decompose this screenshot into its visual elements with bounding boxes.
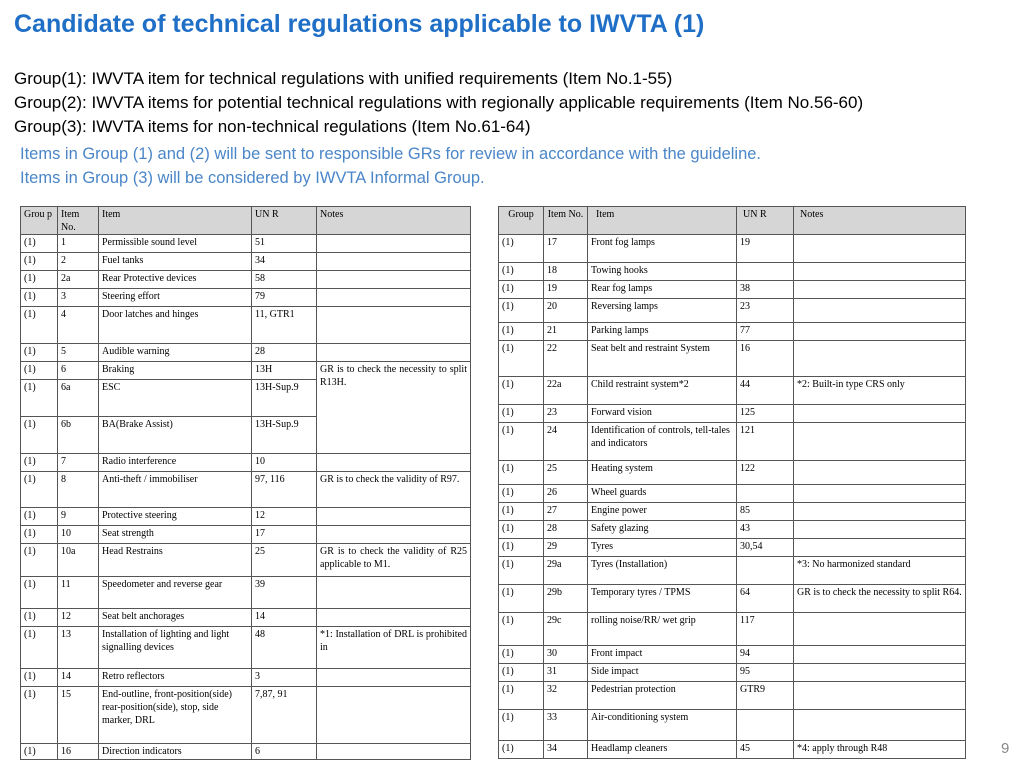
table-row bbox=[21, 472, 471, 508]
cell-item: Safety glazing bbox=[588, 521, 737, 539]
table-row bbox=[499, 585, 966, 613]
table-header bbox=[499, 207, 966, 235]
cell-item: Engine power bbox=[588, 503, 737, 521]
cell-item: Fuel tanks bbox=[99, 253, 252, 271]
cell-item: Radio interference bbox=[99, 454, 252, 472]
cell-item-no: 2a bbox=[58, 271, 99, 289]
cell-un-r: 28 bbox=[252, 344, 317, 362]
table-row bbox=[499, 405, 966, 423]
cell-un-r bbox=[737, 485, 794, 503]
header-notes: Notes bbox=[794, 207, 966, 235]
cell-un-r: 34 bbox=[252, 253, 317, 271]
cell-notes bbox=[794, 539, 966, 557]
cell-item: Direction indicators bbox=[99, 744, 252, 760]
cell-item: Anti-theft / immobiliser bbox=[99, 472, 252, 508]
header-group: Group bbox=[499, 207, 544, 235]
cell-item-no: 28 bbox=[544, 521, 588, 539]
cell-notes bbox=[794, 299, 966, 323]
cell-item-no: 18 bbox=[544, 263, 588, 281]
cell-item-no: 3 bbox=[58, 289, 99, 307]
cell-item: Heating system bbox=[588, 461, 737, 485]
cell-un-r: 13H bbox=[252, 362, 317, 380]
cell-group: (1) bbox=[499, 377, 544, 405]
table-row bbox=[499, 664, 966, 682]
cell-item: Door latches and hinges bbox=[99, 307, 252, 344]
cell-un-r: 79 bbox=[252, 289, 317, 307]
header-item-no: Item No. bbox=[544, 207, 588, 235]
cell-group: (1) bbox=[499, 341, 544, 377]
cell-group: (1) bbox=[499, 323, 544, 341]
cell-item-no: 19 bbox=[544, 281, 588, 299]
cell-item: Seat strength bbox=[99, 526, 252, 544]
cell-un-r: 16 bbox=[737, 341, 794, 377]
cell-un-r: 45 bbox=[737, 741, 794, 759]
cell-notes-lighting: *1: Installation of DRL is prohibited in bbox=[317, 627, 471, 669]
header-un-r: UN R bbox=[252, 207, 317, 235]
cell-group: (1) bbox=[21, 577, 58, 609]
table-row bbox=[499, 485, 966, 503]
cell-un-r: 121 bbox=[737, 423, 794, 461]
cell-item: Steering effort bbox=[99, 289, 252, 307]
cell-item: Forward vision bbox=[588, 405, 737, 423]
review-note-2: Items in Group (3) will be considered by IWVTA Informal Group. bbox=[20, 169, 485, 187]
cell-notes bbox=[794, 521, 966, 539]
cell-item: Audible warning bbox=[99, 344, 252, 362]
table-row bbox=[21, 544, 471, 577]
table-row bbox=[21, 744, 471, 760]
table-row bbox=[21, 235, 471, 253]
cell-un-r: 77 bbox=[737, 323, 794, 341]
table-row bbox=[21, 577, 471, 609]
cell-un-r: 13H-Sup.9 bbox=[252, 380, 317, 417]
cell-group: (1) bbox=[21, 454, 58, 472]
cell-item: Installation of lighting and light signalling devices bbox=[99, 627, 252, 669]
cell-un-r: 3 bbox=[252, 669, 317, 687]
cell-notes bbox=[794, 461, 966, 485]
cell-group: (1) bbox=[21, 271, 58, 289]
cell-item: End-outline, front-position(side) rear-position(side), stop, side marker, DRL bbox=[99, 687, 252, 744]
page-number: 9 bbox=[1001, 740, 1010, 757]
cell-un-r: 14 bbox=[252, 609, 317, 627]
cell-notes: *4: apply through R48 bbox=[794, 741, 966, 759]
cell-item-no: 15 bbox=[58, 687, 99, 744]
cell-notes bbox=[317, 687, 471, 744]
cell-notes bbox=[794, 646, 966, 664]
cell-un-r: 38 bbox=[737, 281, 794, 299]
header-item: Item bbox=[588, 207, 737, 235]
table-row bbox=[499, 741, 966, 759]
cell-item-no: 25 bbox=[544, 461, 588, 485]
header-un-r: UN R bbox=[737, 207, 794, 235]
cell-group: (1) bbox=[499, 405, 544, 423]
cell-notes bbox=[317, 271, 471, 289]
cell-item-no: 22 bbox=[544, 341, 588, 377]
cell-item: Retro reflectors bbox=[99, 669, 252, 687]
cell-un-r: 6 bbox=[252, 744, 317, 760]
cell-group: (1) bbox=[21, 669, 58, 687]
cell-notes bbox=[317, 744, 471, 760]
table-row bbox=[21, 687, 471, 744]
table-row bbox=[499, 557, 966, 585]
cell-un-r: 122 bbox=[737, 461, 794, 485]
cell-notes: *3: No harmonized standard bbox=[794, 557, 966, 585]
cell-un-r bbox=[737, 263, 794, 281]
cell-item: Protective steering bbox=[99, 508, 252, 526]
cell-item-no: 10 bbox=[58, 526, 99, 544]
cell-notes bbox=[317, 669, 471, 687]
table-row bbox=[499, 263, 966, 281]
cell-item: Rear fog lamps bbox=[588, 281, 737, 299]
cell-group: (1) bbox=[21, 235, 58, 253]
cell-un-r: 58 bbox=[252, 271, 317, 289]
cell-item-no: 5 bbox=[58, 344, 99, 362]
table-row bbox=[21, 526, 471, 544]
cell-item-no: 30 bbox=[544, 646, 588, 664]
cell-notes bbox=[794, 263, 966, 281]
cell-notes bbox=[794, 235, 966, 263]
cell-item: Temporary tyres / TPMS bbox=[588, 585, 737, 613]
cell-item-no: 21 bbox=[544, 323, 588, 341]
cell-item-no: 29a bbox=[544, 557, 588, 585]
cell-item: Front fog lamps bbox=[588, 235, 737, 263]
cell-un-r: 12 bbox=[252, 508, 317, 526]
cell-item-no: 1 bbox=[58, 235, 99, 253]
cell-notes bbox=[794, 341, 966, 377]
cell-item-no: 6 bbox=[58, 362, 99, 380]
cell-notes bbox=[794, 405, 966, 423]
cell-item: Braking bbox=[99, 362, 252, 380]
cell-item-no: 26 bbox=[544, 485, 588, 503]
cell-un-r: 117 bbox=[737, 613, 794, 646]
cell-item-no: 23 bbox=[544, 405, 588, 423]
cell-group: (1) bbox=[21, 344, 58, 362]
cell-group: (1) bbox=[21, 362, 58, 380]
cell-item-no: 11 bbox=[58, 577, 99, 609]
table-row bbox=[21, 271, 471, 289]
cell-item-no: 10a bbox=[58, 544, 99, 577]
cell-group: (1) bbox=[499, 235, 544, 263]
table-row bbox=[499, 235, 966, 263]
cell-notes: GR is to check the necessity to split R64. bbox=[794, 585, 966, 613]
cell-group: (1) bbox=[21, 380, 58, 417]
header-notes: Notes bbox=[317, 207, 471, 235]
cell-un-r: 10 bbox=[252, 454, 317, 472]
cell-item: Permissible sound level bbox=[99, 235, 252, 253]
cell-item-no: 29b bbox=[544, 585, 588, 613]
left-regulations-table bbox=[20, 206, 471, 760]
cell-item-no: 29c bbox=[544, 613, 588, 646]
table-row bbox=[499, 503, 966, 521]
cell-group: (1) bbox=[21, 627, 58, 669]
cell-group: (1) bbox=[499, 503, 544, 521]
group-2-description: Group(2): IWVTA items for potential technical regulations with regionally applicable requirements (Item No.56-60) bbox=[14, 93, 864, 112]
cell-un-r: 11, GTR1 bbox=[252, 307, 317, 344]
cell-item-no: 34 bbox=[544, 741, 588, 759]
cell-notes bbox=[794, 423, 966, 461]
cell-un-r: 17 bbox=[252, 526, 317, 544]
cell-item: Reversing lamps bbox=[588, 299, 737, 323]
cell-item: Towing hooks bbox=[588, 263, 737, 281]
cell-item: Identification of controls, tell-tales and indicators bbox=[588, 423, 737, 461]
table-row bbox=[21, 609, 471, 627]
cell-item: Side impact bbox=[588, 664, 737, 682]
cell-item-no: 16 bbox=[58, 744, 99, 760]
cell-un-r: 125 bbox=[737, 405, 794, 423]
cell-item: Pedestrian protection bbox=[588, 682, 737, 710]
cell-notes bbox=[317, 526, 471, 544]
cell-un-r: 44 bbox=[737, 377, 794, 405]
table-row bbox=[499, 377, 966, 405]
table-row bbox=[499, 461, 966, 485]
cell-item: Speedometer and reverse gear bbox=[99, 577, 252, 609]
table-row bbox=[21, 362, 471, 380]
cell-group: (1) bbox=[499, 521, 544, 539]
cell-item-no: 24 bbox=[544, 423, 588, 461]
cell-item-no: 32 bbox=[544, 682, 588, 710]
cell-notes-braking: GR is to check the necessity to split R13H. bbox=[317, 362, 471, 454]
cell-item-no: 6b bbox=[58, 417, 99, 454]
review-note-1: Items in Group (1) and (2) will be sent to responsible GRs for review in accordance with the guideline. bbox=[20, 145, 762, 163]
cell-item-no: 9 bbox=[58, 508, 99, 526]
cell-item-no: 2 bbox=[58, 253, 99, 271]
header-item-no: Item No. bbox=[58, 207, 99, 235]
table-row bbox=[499, 613, 966, 646]
cell-item-no: 33 bbox=[544, 710, 588, 741]
cell-notes bbox=[317, 344, 471, 362]
cell-group: (1) bbox=[21, 609, 58, 627]
cell-item: Parking lamps bbox=[588, 323, 737, 341]
cell-item-no: 31 bbox=[544, 664, 588, 682]
cell-group: (1) bbox=[499, 299, 544, 323]
cell-un-r: 43 bbox=[737, 521, 794, 539]
cell-notes bbox=[794, 323, 966, 341]
table-row bbox=[21, 307, 471, 344]
cell-group: (1) bbox=[499, 646, 544, 664]
cell-group: (1) bbox=[21, 417, 58, 454]
cell-group: (1) bbox=[499, 557, 544, 585]
cell-item-no: 7 bbox=[58, 454, 99, 472]
cell-notes bbox=[317, 508, 471, 526]
cell-item-no: 13 bbox=[58, 627, 99, 669]
cell-group: (1) bbox=[499, 461, 544, 485]
cell-un-r: 39 bbox=[252, 577, 317, 609]
table-row bbox=[21, 344, 471, 362]
cell-item: Head Restrains bbox=[99, 544, 252, 577]
table-row bbox=[21, 627, 471, 669]
cell-item-no: 4 bbox=[58, 307, 99, 344]
cell-group: (1) bbox=[21, 744, 58, 760]
table-row bbox=[499, 323, 966, 341]
cell-notes-head-restrains: GR is to check the validity of R25 applicable to M1. bbox=[317, 544, 471, 577]
cell-item: Front impact bbox=[588, 646, 737, 664]
cell-item: Seat belt and restraint System bbox=[588, 341, 737, 377]
cell-item-no: 22a bbox=[544, 377, 588, 405]
cell-group: (1) bbox=[499, 485, 544, 503]
cell-notes: *2: Built-in type CRS only bbox=[794, 377, 966, 405]
right-regulations-table bbox=[498, 206, 966, 759]
cell-item: BA(Brake Assist) bbox=[99, 417, 252, 454]
cell-item-no: 8 bbox=[58, 472, 99, 508]
cell-notes bbox=[317, 253, 471, 271]
cell-item: Headlamp cleaners bbox=[588, 741, 737, 759]
table-row bbox=[499, 646, 966, 664]
cell-group: (1) bbox=[499, 664, 544, 682]
cell-notes-anti-theft: GR is to check the validity of R97. bbox=[317, 472, 471, 508]
cell-notes bbox=[794, 710, 966, 741]
table-row bbox=[499, 539, 966, 557]
table-row bbox=[499, 521, 966, 539]
cell-notes bbox=[317, 609, 471, 627]
cell-group: (1) bbox=[21, 508, 58, 526]
cell-item-no: 6a bbox=[58, 380, 99, 417]
cell-un-r: 13H-Sup.9 bbox=[252, 417, 317, 454]
cell-group: (1) bbox=[499, 281, 544, 299]
cell-item: ESC bbox=[99, 380, 252, 417]
cell-item: Child restraint system*2 bbox=[588, 377, 737, 405]
cell-group: (1) bbox=[21, 544, 58, 577]
cell-un-r bbox=[737, 710, 794, 741]
cell-item-no: 27 bbox=[544, 503, 588, 521]
cell-un-r: 25 bbox=[252, 544, 317, 577]
cell-un-r bbox=[737, 557, 794, 585]
cell-un-r: 48 bbox=[252, 627, 317, 669]
cell-item: Tyres (Installation) bbox=[588, 557, 737, 585]
table-row bbox=[499, 682, 966, 710]
cell-group: (1) bbox=[499, 741, 544, 759]
cell-group: (1) bbox=[21, 253, 58, 271]
cell-group: (1) bbox=[21, 472, 58, 508]
cell-item-no: 17 bbox=[544, 235, 588, 263]
cell-notes bbox=[317, 307, 471, 344]
cell-item: Air-conditioning system bbox=[588, 710, 737, 741]
cell-un-r: 97, 116 bbox=[252, 472, 317, 508]
table-row bbox=[21, 454, 471, 472]
cell-notes bbox=[794, 281, 966, 299]
cell-group: (1) bbox=[499, 682, 544, 710]
table-header bbox=[21, 207, 471, 235]
cell-group: (1) bbox=[499, 710, 544, 741]
cell-item: rolling noise/RR/ wet grip bbox=[588, 613, 737, 646]
cell-item: Seat belt anchorages bbox=[99, 609, 252, 627]
cell-notes bbox=[317, 235, 471, 253]
cell-notes bbox=[794, 682, 966, 710]
cell-un-r: 64 bbox=[737, 585, 794, 613]
cell-un-r: GTR9 bbox=[737, 682, 794, 710]
cell-notes bbox=[794, 485, 966, 503]
slide-title: Candidate of technical regulations applicable to IWVTA (1) bbox=[14, 10, 705, 38]
cell-group: (1) bbox=[21, 687, 58, 744]
cell-un-r: 85 bbox=[737, 503, 794, 521]
cell-group: (1) bbox=[499, 585, 544, 613]
table-row bbox=[499, 281, 966, 299]
cell-item: Wheel guards bbox=[588, 485, 737, 503]
cell-group: (1) bbox=[499, 263, 544, 281]
table-row bbox=[499, 423, 966, 461]
cell-group: (1) bbox=[21, 307, 58, 344]
table-row bbox=[499, 710, 966, 741]
cell-group: (1) bbox=[499, 423, 544, 461]
header-item: Item bbox=[99, 207, 252, 235]
cell-notes bbox=[317, 577, 471, 609]
table-row bbox=[499, 341, 966, 377]
cell-notes bbox=[794, 613, 966, 646]
cell-un-r: 95 bbox=[737, 664, 794, 682]
group-3-description: Group(3): IWVTA items for non-technical regulations (Item No.61-64) bbox=[14, 117, 531, 136]
header-group: Grou p bbox=[21, 207, 58, 235]
table-row bbox=[21, 669, 471, 687]
cell-notes bbox=[794, 503, 966, 521]
cell-notes bbox=[317, 289, 471, 307]
cell-item: Rear Protective devices bbox=[99, 271, 252, 289]
cell-group: (1) bbox=[499, 539, 544, 557]
table-row bbox=[499, 299, 966, 323]
cell-group: (1) bbox=[21, 526, 58, 544]
group-1-description: Group(1): IWVTA item for technical regulations with unified requirements (Item No.1-55) bbox=[14, 69, 673, 88]
table-row bbox=[21, 253, 471, 271]
cell-item-no: 12 bbox=[58, 609, 99, 627]
cell-notes bbox=[794, 664, 966, 682]
table-row bbox=[21, 508, 471, 526]
cell-un-r: 19 bbox=[737, 235, 794, 263]
cell-un-r: 51 bbox=[252, 235, 317, 253]
cell-un-r: 30,54 bbox=[737, 539, 794, 557]
cell-notes bbox=[317, 454, 471, 472]
cell-un-r: 94 bbox=[737, 646, 794, 664]
table-row bbox=[21, 289, 471, 307]
cell-item-no: 20 bbox=[544, 299, 588, 323]
cell-item: Tyres bbox=[588, 539, 737, 557]
cell-un-r: 7,87, 91 bbox=[252, 687, 317, 744]
cell-group: (1) bbox=[499, 613, 544, 646]
cell-un-r: 23 bbox=[737, 299, 794, 323]
cell-group: (1) bbox=[21, 289, 58, 307]
cell-item-no: 29 bbox=[544, 539, 588, 557]
cell-item-no: 14 bbox=[58, 669, 99, 687]
